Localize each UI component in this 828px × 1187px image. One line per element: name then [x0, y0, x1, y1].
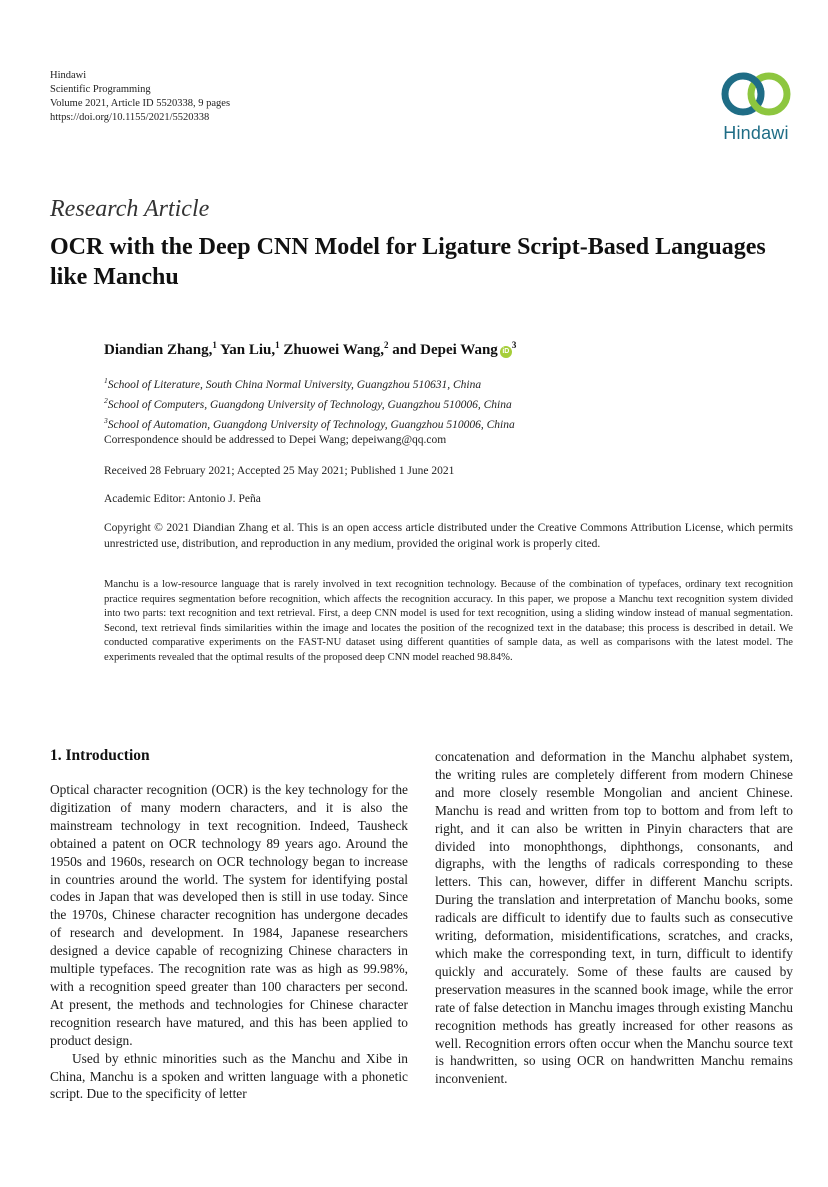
body-paragraph: Used by ethnic minorities such as the Manchu and Xibe in China, Manchu is a spoken and written language with a phonetic script. Due to the specificity of letter — [50, 1050, 408, 1102]
left-column — [50, 781, 408, 1103]
copyright-notice: Copyright © 2021 Diandian Zhang et al. This is an open access article distributed under the Creative Commons Attribution License, which permits unrestricted use, distribution, and reproduction in any medium, provided the original work is properly cited. — [104, 522, 793, 550]
doi-link[interactable]: https://doi.org/10.1155/2021/5520338 — [50, 112, 210, 123]
author-name: Zhuowei Wang, — [283, 342, 384, 358]
hindawi-logo — [714, 66, 798, 150]
author-list — [104, 340, 516, 359]
section-heading: 1. Introduction — [50, 747, 150, 764]
paper-title: OCR with the Deep CNN Model for Ligature Script-Based Languages like Manchu — [50, 234, 766, 290]
author-name: and Depei Wang — [392, 342, 498, 358]
author-affiliation-mark: 1 — [275, 340, 280, 350]
body-paragraph: Optical character recognition (OCR) is the key technology for the digitization of many modern characters, and it is also the mainstream technology in text recognition. Indeed, Tausheck obtained a patent on OCR technology 89 years ago. Around the 1950s and 1960s, research on OCR technology began to increase in countries around the world. The system for identifying postal codes in Japan that was developed then is still in use today. Since the 1970s, Chinese character recognition has undergone decades of research and development. In 1984, Japanese researchers designed a device capable of recognizing Chinese characters in multiple typefaces. The recognition rate was as high as 99.98%, with a recognition speed greater than 100 characters per second. At present, the methods and technologies for Chinese character recognition research have matured, and this has been applied to product design. — [50, 782, 408, 1048]
affiliations — [104, 373, 515, 432]
article-type: Research Article — [50, 196, 210, 222]
affiliation-text: School of Automation, Guangdong University of Technology, Guangzhou 510006, China — [107, 418, 515, 431]
right-column — [435, 748, 793, 1088]
affiliation-text: School of Literature, South China Normal University, Guangzhou 510631, China — [107, 378, 482, 391]
author-affiliation-mark: 1 — [212, 340, 217, 350]
affiliation-item — [104, 373, 515, 393]
orcid-icon[interactable]: iD — [500, 346, 512, 358]
affiliation-number: 2 — [104, 395, 108, 405]
affiliation-text: School of Computers, Guangdong University of Technology, Guangzhou 510006, China — [107, 398, 512, 411]
abstract: Manchu is a low-resource language that is rarely involved in text recognition technology. Because of the combination of typefaces, ordinary text recognition practice requires segmentation before recognition, which affects the recognition accuracy. In this paper, we propose a Manchu text recognition system divided into two parts: text recognition and text retrieval. First, a deep CNN model is used for text recognition, using a sliding window instead of manual segmentation. Second, text retrieval finds similarities within the image and locates the position of the recognized text in the database; this process is described in detail. We conducted comparative experiments on the FAST-NU dataset using different quantities of sample data, as well as comparisons with the latest model. The experiments revealed that the optimal results of the proposed deep CNN model reached 98.84%. — [104, 579, 793, 663]
author-name: Yan Liu, — [220, 342, 276, 358]
logo-text: Hindawi — [723, 123, 789, 143]
author-name: Diandian Zhang, — [104, 342, 213, 358]
affiliation-item — [104, 413, 515, 433]
academic-editor: Academic Editor: Antonio J. Peña — [104, 493, 261, 505]
journal-name: Scientific Programming — [50, 84, 151, 95]
volume-line: Volume 2021, Article ID 5520338, 9 pages — [50, 98, 231, 109]
author-affiliation-mark: 2 — [383, 340, 389, 350]
hindawi-rings-icon — [718, 66, 794, 122]
affiliation-number: 3 — [104, 415, 108, 425]
affiliation-item — [104, 393, 515, 413]
author-affiliation-mark: 3 — [511, 340, 517, 350]
journal-header — [50, 69, 230, 125]
correspondence-note: Correspondence should be addressed to Depei Wang; depeiwang@qq.com — [104, 434, 447, 446]
publication-dates: Received 28 February 2021; Accepted 25 May 2021; Published 1 June 2021 — [104, 465, 455, 477]
body-paragraph: concatenation and deformation in the Manchu alphabet system, the writing rules are completely different from modern Chinese and more closely resemble Mongolian and ancient Chinese. Manchu is read and written from top to bottom and from left to right, and it can also be written in Pinyin characters that are divided into monophthongs, diphthongs, consonants, and digraphs, with the lengths of radicals corresponding to these letters. This can, however, differ in different Manchu scripts. During the translation and interpretation of Manchu books, some radicals are difficult to identify due to faults such as consecutive writing, deformation, misidentifications, scratches, and cracks, which make the corresponding text, in turn, difficult to identify quickly and accurately. Some of these faults are caused by preservation measures in the scanned book image, while the error rate of false detection in Manchu images through existing Manchu recognition methods has greatly increased for other reasons as well. Recognition errors often occur when the Manchu source text is handwritten, so using OCR on handwritten Manchu remains inconvenient. — [435, 749, 793, 1087]
publisher-name: Hindawi — [50, 70, 87, 81]
affiliation-number: 1 — [104, 376, 108, 385]
